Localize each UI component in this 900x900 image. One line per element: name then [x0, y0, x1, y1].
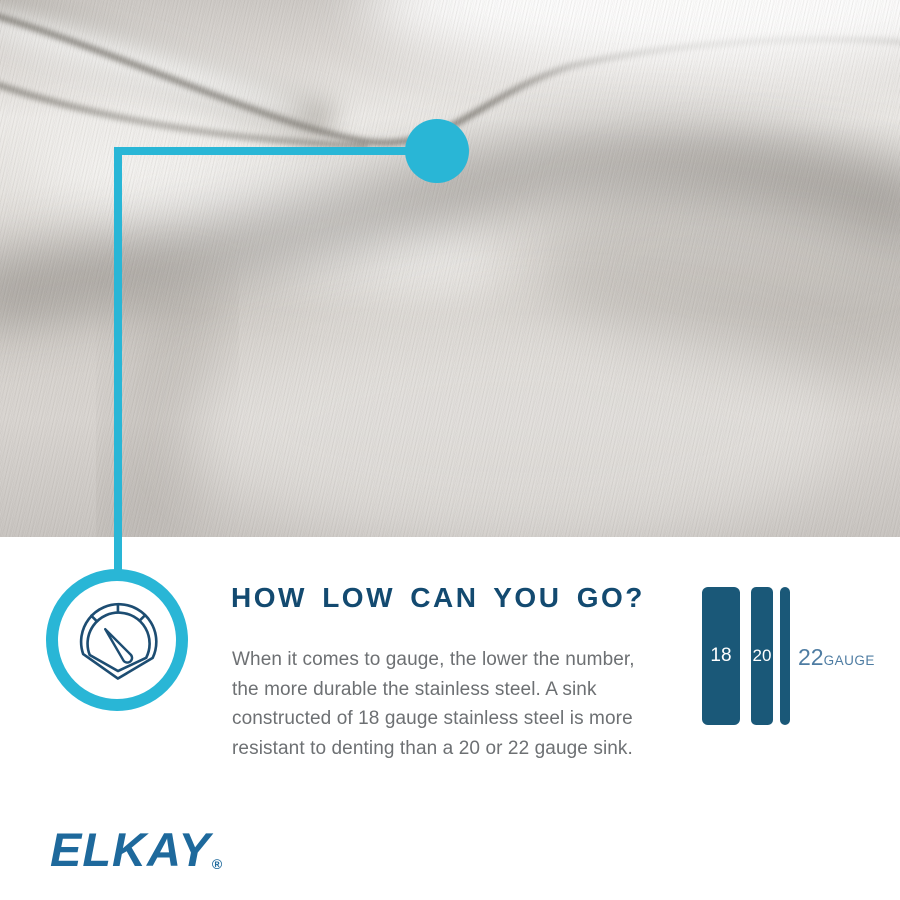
body-line-1: When it comes to gauge, the lower the number,	[232, 649, 635, 670]
registered-trademark-icon: ®	[211, 856, 223, 872]
gauge-bar-18	[702, 587, 740, 725]
gauge-bar-20-label: 20	[752, 646, 772, 665]
gauge-bar-22-label: 22	[798, 644, 824, 670]
body-line-2: the more durable the stainless steel. A sink	[232, 678, 597, 700]
body-line-4: resistant to denting than a 20 or 22 gauge sink.	[232, 737, 633, 759]
gauge-bar-20	[751, 587, 773, 725]
callout-line-vertical	[114, 147, 122, 577]
gauge-unit-label: GAUGE	[823, 653, 875, 668]
section-heading: HOW LOW CAN YOU GO?	[231, 582, 645, 613]
gauge-bar-22	[780, 587, 790, 725]
gauge-badge-circle	[46, 569, 188, 711]
body-line-3: constructed of 18 gauge stainless steel is more	[232, 708, 633, 729]
elkay-logo	[50, 822, 222, 877]
gauge-bar-18-label: 18	[710, 645, 732, 666]
gauge-meter-icon	[70, 599, 164, 681]
gauge-unit-caption	[798, 644, 875, 671]
callout-line-horizontal	[114, 147, 414, 155]
gauge-bars-chart	[702, 587, 875, 725]
callout-dot	[405, 119, 469, 183]
elkay-wordmark: ELKAY	[50, 823, 211, 876]
body-paragraph	[232, 645, 635, 763]
